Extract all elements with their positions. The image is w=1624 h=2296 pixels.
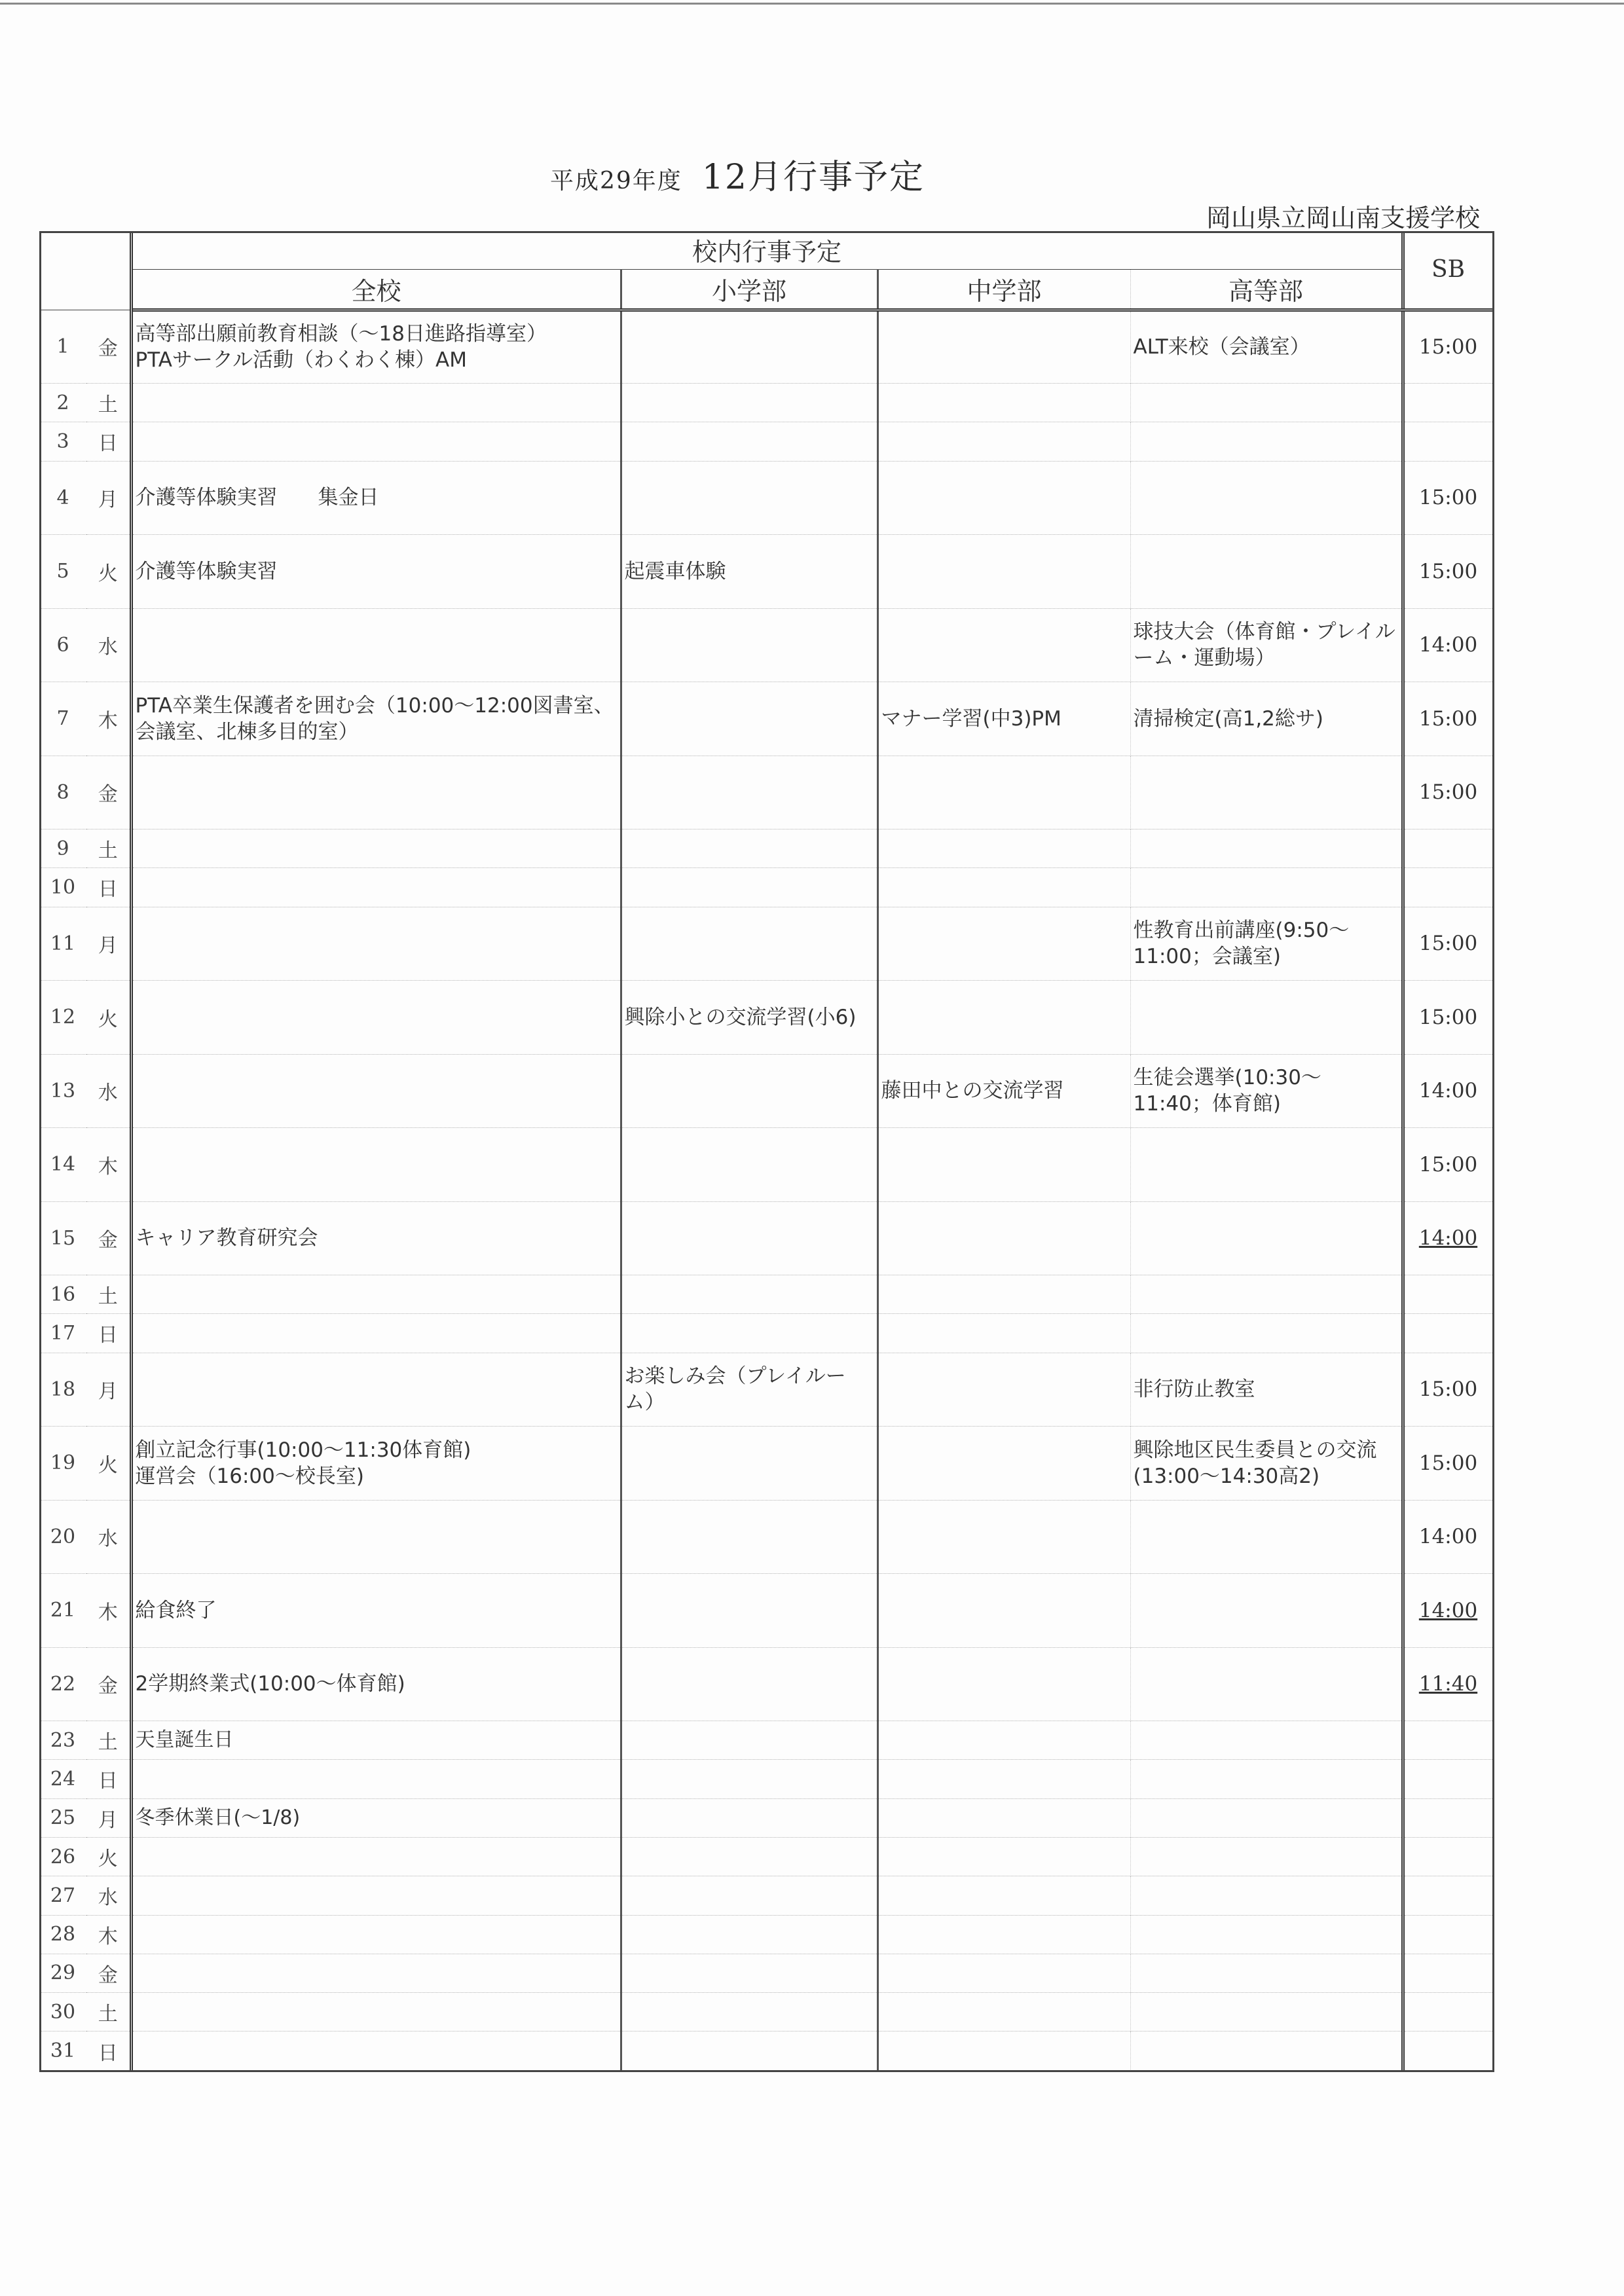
schedule-row (39, 1353, 1493, 1426)
cell-sb: 15:00 (1403, 1128, 1493, 1201)
cell-sb (1403, 422, 1493, 461)
cell-zenko (131, 907, 621, 980)
cell-kotobu (1130, 1647, 1403, 1721)
cell-chugakubu (877, 907, 1130, 980)
day-number: 29 (39, 1954, 86, 1992)
cell-shogakubu (621, 422, 877, 461)
cell-kotobu (1130, 535, 1403, 608)
weekday: 月 (86, 1353, 131, 1426)
cell-kotobu (1130, 1201, 1403, 1275)
cell-chugakubu (877, 461, 1130, 534)
schedule-row (39, 1837, 1493, 1876)
cell-kotobu (1130, 1876, 1403, 1915)
cell-shogakubu (621, 608, 877, 682)
cell-kotobu (1130, 1275, 1403, 1314)
cell-shogakubu (621, 1876, 877, 1915)
schedule-row (39, 1054, 1493, 1127)
cell-chugakubu: マナー学習(中3)PM (877, 682, 1130, 756)
cell-zenko (131, 1353, 621, 1426)
header-kotobu: 高等部 (1130, 269, 1403, 310)
cell-kotobu (1130, 1837, 1403, 1876)
cell-chugakubu (877, 310, 1130, 383)
cell-shogakubu (621, 1954, 877, 1992)
cell-zenko (131, 981, 621, 1054)
day-number: 27 (39, 1876, 86, 1915)
day-number: 31 (39, 2032, 86, 2071)
cell-kotobu (1130, 1915, 1403, 1954)
schedule-row (39, 907, 1493, 980)
cell-kotobu (1130, 1760, 1403, 1798)
cell-zenko (131, 1993, 621, 2032)
schedule-row (39, 1876, 1493, 1915)
schedule-table (39, 231, 1494, 2071)
day-number: 16 (39, 1275, 86, 1314)
cell-shogakubu (621, 1275, 877, 1314)
cell-kotobu: 性教育出前講座(9:50〜11:00；会議室) (1130, 907, 1403, 980)
schedule-row (39, 1201, 1493, 1275)
header-zenko: 全校 (131, 269, 621, 310)
weekday: 月 (86, 907, 131, 980)
cell-sb (1403, 383, 1493, 422)
cell-sb (1403, 1721, 1493, 1760)
day-number: 9 (39, 829, 86, 868)
cell-sb: 14:00 (1403, 608, 1493, 682)
cell-kotobu (1130, 1954, 1403, 1992)
cell-shogakubu (621, 1647, 877, 1721)
cell-chugakubu (877, 1721, 1130, 1760)
schedule-row (39, 1574, 1493, 1647)
cell-chugakubu (877, 1353, 1130, 1426)
cell-zenko (131, 1314, 621, 1353)
weekday: 水 (86, 1876, 131, 1915)
cell-kotobu (1130, 461, 1403, 534)
cell-sb: 15:00 (1403, 1427, 1493, 1500)
weekday: 月 (86, 461, 131, 534)
cell-sb (1403, 1915, 1493, 1954)
cell-chugakubu (877, 1275, 1130, 1314)
cell-chugakubu (877, 1993, 1130, 2032)
cell-shogakubu: 興除小との交流学習(小6) (621, 981, 877, 1054)
weekday: 日 (86, 1314, 131, 1353)
cell-shogakubu: 起震車体験 (621, 535, 877, 608)
cell-sb: 15:00 (1403, 310, 1493, 383)
weekday: 金 (86, 310, 131, 383)
cell-zenko: 介護等体験実習 (131, 535, 621, 608)
day-number: 3 (39, 422, 86, 461)
cell-sb (1403, 2032, 1493, 2071)
cell-kotobu (1130, 829, 1403, 868)
cell-sb (1403, 868, 1493, 907)
day-number: 30 (39, 1993, 86, 2032)
cell-shogakubu (621, 1574, 877, 1647)
weekday: 木 (86, 1915, 131, 1954)
cell-zenko: 天皇誕生日 (131, 1721, 621, 1760)
cell-sb: 14:00 (1403, 1574, 1493, 1647)
title-text: 12月行事予定 (701, 158, 925, 197)
cell-chugakubu (877, 868, 1130, 907)
day-number: 17 (39, 1314, 86, 1353)
cell-chugakubu (877, 1837, 1130, 1876)
weekday: 日 (86, 2032, 131, 2071)
day-number: 20 (39, 1500, 86, 1573)
cell-shogakubu (621, 1721, 877, 1760)
cell-zenko: 高等部出願前教育相談（〜18日進路指導室） PTAサークル活動（わくわく棟）AM (131, 310, 621, 383)
cell-kotobu (1130, 1500, 1403, 1573)
cell-chugakubu (877, 756, 1130, 829)
cell-sb: 15:00 (1403, 682, 1493, 756)
cell-sb: 15:00 (1403, 535, 1493, 608)
cell-sb (1403, 1275, 1493, 1314)
schedule-row (39, 608, 1493, 682)
cell-zenko (131, 1128, 621, 1201)
schedule-row (39, 2032, 1493, 2071)
cell-shogakubu (621, 1760, 877, 1798)
schedule-row (39, 1915, 1493, 1954)
weekday: 水 (86, 1054, 131, 1127)
cell-zenko (131, 1954, 621, 1992)
cell-kotobu (1130, 1128, 1403, 1201)
day-number: 25 (39, 1798, 86, 1837)
header-chugakubu: 中学部 (877, 269, 1130, 310)
cell-chugakubu (877, 1201, 1130, 1275)
weekday: 土 (86, 1993, 131, 2032)
cell-kotobu (1130, 1993, 1403, 2032)
cell-chugakubu (877, 1647, 1130, 1721)
schedule-row (39, 422, 1493, 461)
schedule-row (39, 682, 1493, 756)
cell-chugakubu (877, 1427, 1130, 1500)
cell-sb: 15:00 (1403, 1353, 1493, 1426)
cell-kotobu: 球技大会（体育館・プレイルーム・運動場） (1130, 608, 1403, 682)
weekday: 土 (86, 829, 131, 868)
schedule-row (39, 535, 1493, 608)
cell-zenko (131, 608, 621, 682)
cell-sb (1403, 1760, 1493, 1798)
schedule-row (39, 1954, 1493, 1992)
cell-zenko (131, 1876, 621, 1915)
cell-chugakubu (877, 1798, 1130, 1837)
weekday: 木 (86, 1128, 131, 1201)
cell-shogakubu (621, 1915, 877, 1954)
cell-sb (1403, 1837, 1493, 1876)
schedule-row (39, 1647, 1493, 1721)
cell-zenko (131, 1500, 621, 1573)
cell-zenko: PTA卒業生保護者を囲む会（10:00〜12:00図書室、会議室、北棟多目的室） (131, 682, 621, 756)
day-number: 21 (39, 1574, 86, 1647)
cell-chugakubu (877, 1128, 1130, 1201)
schedule-row (39, 1500, 1493, 1573)
cell-kotobu (1130, 1798, 1403, 1837)
cell-shogakubu (621, 310, 877, 383)
day-number: 24 (39, 1760, 86, 1798)
weekday: 火 (86, 1427, 131, 1500)
cell-chugakubu (877, 981, 1130, 1054)
cell-chugakubu (877, 1574, 1130, 1647)
schedule-row (39, 1427, 1493, 1500)
cell-shogakubu (621, 2032, 877, 2071)
cell-zenko (131, 829, 621, 868)
cell-sb (1403, 829, 1493, 868)
header-group: 校内行事予定 (131, 231, 1403, 269)
day-number: 26 (39, 1837, 86, 1876)
weekday: 木 (86, 1574, 131, 1647)
weekday: 金 (86, 756, 131, 829)
day-number: 23 (39, 1721, 86, 1760)
cell-sb: 15:00 (1403, 907, 1493, 980)
day-number: 1 (39, 310, 86, 383)
day-number: 11 (39, 907, 86, 980)
header-sb: SB (1403, 231, 1493, 310)
day-number: 12 (39, 981, 86, 1054)
weekday: 金 (86, 1647, 131, 1721)
cell-sb: 15:00 (1403, 756, 1493, 829)
cell-chugakubu (877, 1500, 1130, 1573)
cell-zenko (131, 868, 621, 907)
day-number: 4 (39, 461, 86, 534)
weekday: 金 (86, 1954, 131, 1992)
cell-shogakubu (621, 1201, 877, 1275)
schedule-row (39, 1128, 1493, 1201)
schedule-row (39, 1314, 1493, 1353)
cell-chugakubu (877, 2032, 1130, 2071)
schedule-row (39, 1760, 1493, 1798)
weekday: 火 (86, 535, 131, 608)
schedule-row (39, 310, 1493, 383)
cell-kotobu: 生徒会選挙(10:30〜11:40；体育館) (1130, 1054, 1403, 1127)
cell-zenko (131, 2032, 621, 2071)
cell-zenko: 冬季休業日(〜1/8) (131, 1798, 621, 1837)
day-number: 8 (39, 756, 86, 829)
schedule-row (39, 383, 1493, 422)
day-number: 14 (39, 1128, 86, 1201)
weekday: 月 (86, 1798, 131, 1837)
day-number: 22 (39, 1647, 86, 1721)
header-shogakubu: 小学部 (621, 269, 877, 310)
cell-shogakubu (621, 1798, 877, 1837)
cell-zenko (131, 1760, 621, 1798)
cell-kotobu (1130, 383, 1403, 422)
cell-kotobu (1130, 868, 1403, 907)
cell-kotobu (1130, 1574, 1403, 1647)
cell-chugakubu (877, 422, 1130, 461)
cell-shogakubu (621, 907, 877, 980)
cell-shogakubu (621, 829, 877, 868)
weekday: 木 (86, 682, 131, 756)
schedule-row (39, 868, 1493, 907)
weekday: 金 (86, 1201, 131, 1275)
header-row-2 (39, 269, 1493, 310)
cell-kotobu: 興除地区民生委員との交流(13:00〜14:30高2) (1130, 1427, 1403, 1500)
cell-zenko (131, 1915, 621, 1954)
schedule-row (39, 461, 1493, 534)
cell-kotobu (1130, 1721, 1403, 1760)
cell-chugakubu (877, 1954, 1130, 1992)
cell-shogakubu (621, 1314, 877, 1353)
cell-shogakubu (621, 1500, 877, 1573)
cell-chugakubu (877, 383, 1130, 422)
era-label: 平成29年度 (550, 168, 682, 194)
cell-shogakubu (621, 868, 877, 907)
cell-chugakubu (877, 1876, 1130, 1915)
cell-kotobu (1130, 981, 1403, 1054)
cell-zenko (131, 756, 621, 829)
weekday: 土 (86, 1275, 131, 1314)
schedule-body (39, 310, 1493, 2071)
cell-chugakubu: 藤田中との交流学習 (877, 1054, 1130, 1127)
header-row-1 (39, 231, 1493, 269)
day-number: 19 (39, 1427, 86, 1500)
cell-sb: 14:00 (1403, 1500, 1493, 1573)
cell-kotobu: 非行防止教室 (1130, 1353, 1403, 1426)
weekday: 日 (86, 868, 131, 907)
day-number: 6 (39, 608, 86, 682)
cell-sb: 11:40 (1403, 1647, 1493, 1721)
weekday: 水 (86, 608, 131, 682)
header-corner (39, 231, 131, 310)
schedule-row (39, 756, 1493, 829)
weekday: 水 (86, 1500, 131, 1573)
cell-chugakubu (877, 1314, 1130, 1353)
cell-zenko (131, 1837, 621, 1876)
cell-sb (1403, 1954, 1493, 1992)
weekday: 日 (86, 422, 131, 461)
cell-chugakubu (877, 829, 1130, 868)
weekday: 火 (86, 1837, 131, 1876)
cell-chugakubu (877, 535, 1130, 608)
schedule-row (39, 1798, 1493, 1837)
cell-zenko (131, 1054, 621, 1127)
schedule-row (39, 981, 1493, 1054)
cell-shogakubu (621, 383, 877, 422)
day-number: 15 (39, 1201, 86, 1275)
weekday: 土 (86, 1721, 131, 1760)
weekday: 土 (86, 383, 131, 422)
cell-kotobu (1130, 1314, 1403, 1353)
cell-chugakubu (877, 1760, 1130, 1798)
cell-sb: 14:00 (1403, 1054, 1493, 1127)
cell-zenko: 創立記念行事(10:00〜11:30体育館) 運営会（16:00〜校長室) (131, 1427, 621, 1500)
cell-kotobu: ALT来校（会議室） (1130, 310, 1403, 383)
day-number: 28 (39, 1915, 86, 1954)
cell-kotobu (1130, 422, 1403, 461)
cell-zenko (131, 422, 621, 461)
cell-sb (1403, 1993, 1493, 2032)
page-title (550, 149, 1048, 198)
cell-sb: 15:00 (1403, 981, 1493, 1054)
cell-shogakubu (621, 1427, 877, 1500)
day-number: 7 (39, 682, 86, 756)
cell-sb (1403, 1314, 1493, 1353)
cell-kotobu: 清掃検定(高1,2総サ) (1130, 682, 1403, 756)
day-number: 10 (39, 868, 86, 907)
cell-shogakubu (621, 461, 877, 534)
cell-kotobu (1130, 756, 1403, 829)
cell-sb: 14:00 (1403, 1201, 1493, 1275)
cell-zenko (131, 1275, 621, 1314)
cell-chugakubu (877, 1915, 1130, 1954)
cell-sb (1403, 1798, 1493, 1837)
cell-zenko: キャリア教育研究会 (131, 1201, 621, 1275)
cell-shogakubu (621, 1054, 877, 1127)
cell-sb (1403, 1876, 1493, 1915)
day-number: 5 (39, 535, 86, 608)
schedule-row (39, 829, 1493, 868)
school-name: 岡山県立岡山南支援学校 (1206, 204, 1480, 232)
schedule-row (39, 1993, 1493, 2032)
cell-shogakubu (621, 682, 877, 756)
cell-zenko: 2学期終業式(10:00〜体育館) (131, 1647, 621, 1721)
cell-kotobu (1130, 2032, 1403, 2071)
cell-sb: 15:00 (1403, 461, 1493, 534)
cell-zenko: 介護等体験実習 集金日 (131, 461, 621, 534)
day-number: 13 (39, 1054, 86, 1127)
cell-zenko (131, 383, 621, 422)
schedule-row (39, 1721, 1493, 1760)
cell-shogakubu (621, 756, 877, 829)
cell-shogakubu (621, 1837, 877, 1876)
schedule-row (39, 1275, 1493, 1314)
cell-shogakubu (621, 1128, 877, 1201)
day-number: 2 (39, 383, 86, 422)
cell-shogakubu: お楽しみ会（プレイルーム） (621, 1353, 877, 1426)
weekday: 日 (86, 1760, 131, 1798)
scan-top-edge (0, 3, 1624, 5)
cell-chugakubu (877, 608, 1130, 682)
cell-shogakubu (621, 1993, 877, 2032)
day-number: 18 (39, 1353, 86, 1426)
cell-zenko: 給食終了 (131, 1574, 621, 1647)
weekday: 火 (86, 981, 131, 1054)
